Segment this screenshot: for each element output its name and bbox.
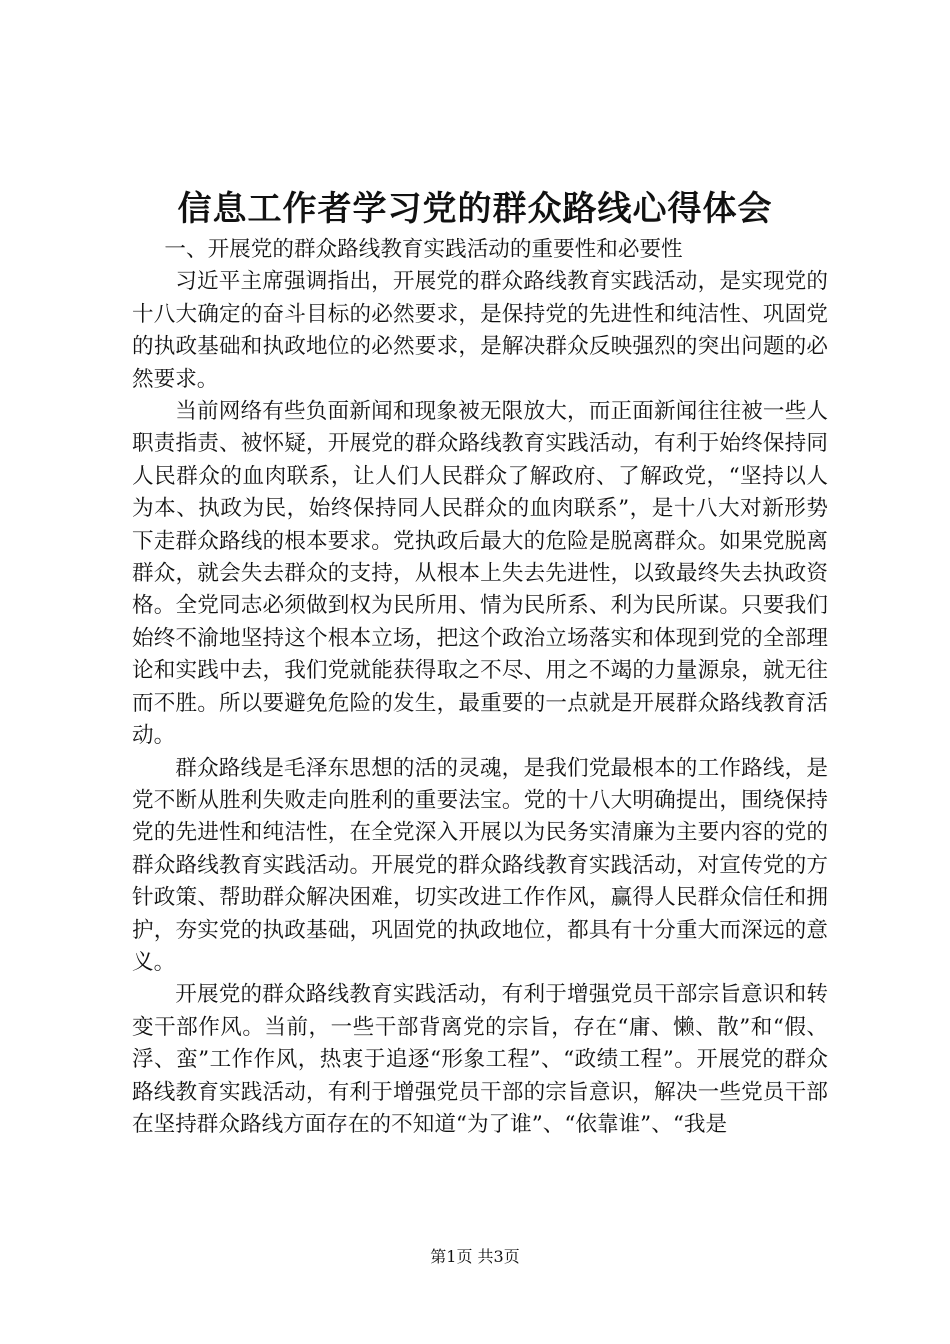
page-number: 第1页 共3页 [430,1247,520,1266]
paragraph: 开展党的群众路线教育实践活动，有利于增强党员干部宗旨意识和转变干部作风。当前，一些干部背离党的宗旨，存在“庸、懒、散”和“假、浮、蛮”工作作风，热衷于追逐“形象工程”、“政绩工程”。开展党的群众路线教育实践活动，有利于增强党员干部的宗旨意识，解决一些党员干部在坚持群众路线方面存在的不知道“为了谁”、“依靠谁”、“我是 [132,982,828,1137]
paragraph: 当前网络有些负面新闻和现象被无限放大，而正面新闻往往被一些人职责指责、被怀疑，开展党的群众路线教育实践活动，有利于始终保持同人民群众的血肉联系，让人们人民群众了解政府、了解政党，“坚持以人为本、执政为民，始终保持同人民群众的血肉联系”，是十八大对新形势下走群众路线的根本要求。党执政后最大的危险是脱离群众。如果党脱离群众，就会失去群众的支持，从根本上失去先进性，以致最终失去执政资格。全党同志必须做到权为民所用、情为民所系、利为民所谋。只要我们始终不渝地坚持这个根本立场，把这个政治立场落实和体现到党的全部理论和实践中去，我们党就能获得取之不尽、用之不竭的力量源泉，就无往而不胜。所以要避免危险的发生，最重要的一点就是开展群众路线教育活动。 [132,399,828,749]
document-body [132,234,828,1141]
section-heading: 一、开展党的群众路线教育实践活动的重要性和必要性 [164,237,683,262]
document-title: 信息工作者学习党的群众路线心得体会 [177,189,773,229]
paragraph: 习近平主席强调指出，开展党的群众路线教育实践活动，是实现党的十八大确定的奋斗目标的必然要求，是保持党的先进性和纯洁性、巩固党的执政基础和执政地位的必然要求，是解决群众反映强烈的突出问题的必然要求。 [132,269,828,392]
paragraph: 群众路线是毛泽东思想的活的灵魂，是我们党最根本的工作路线，是党不断从胜利失败走向胜利的重要法宝。党的十八大明确提出，围绕保持党的先进性和纯洁性，在全党深入开展以为民务实清廉为主要内容的党的群众路线教育实践活动。开展党的群众路线教育实践活动，对宣传党的方针政策、帮助群众解决困难，切实改进工作作风，赢得人民群众信任和拥护，夯实党的执政基础，巩固党的执政地位，都具有十分重大而深远的意义。 [132,755,828,975]
